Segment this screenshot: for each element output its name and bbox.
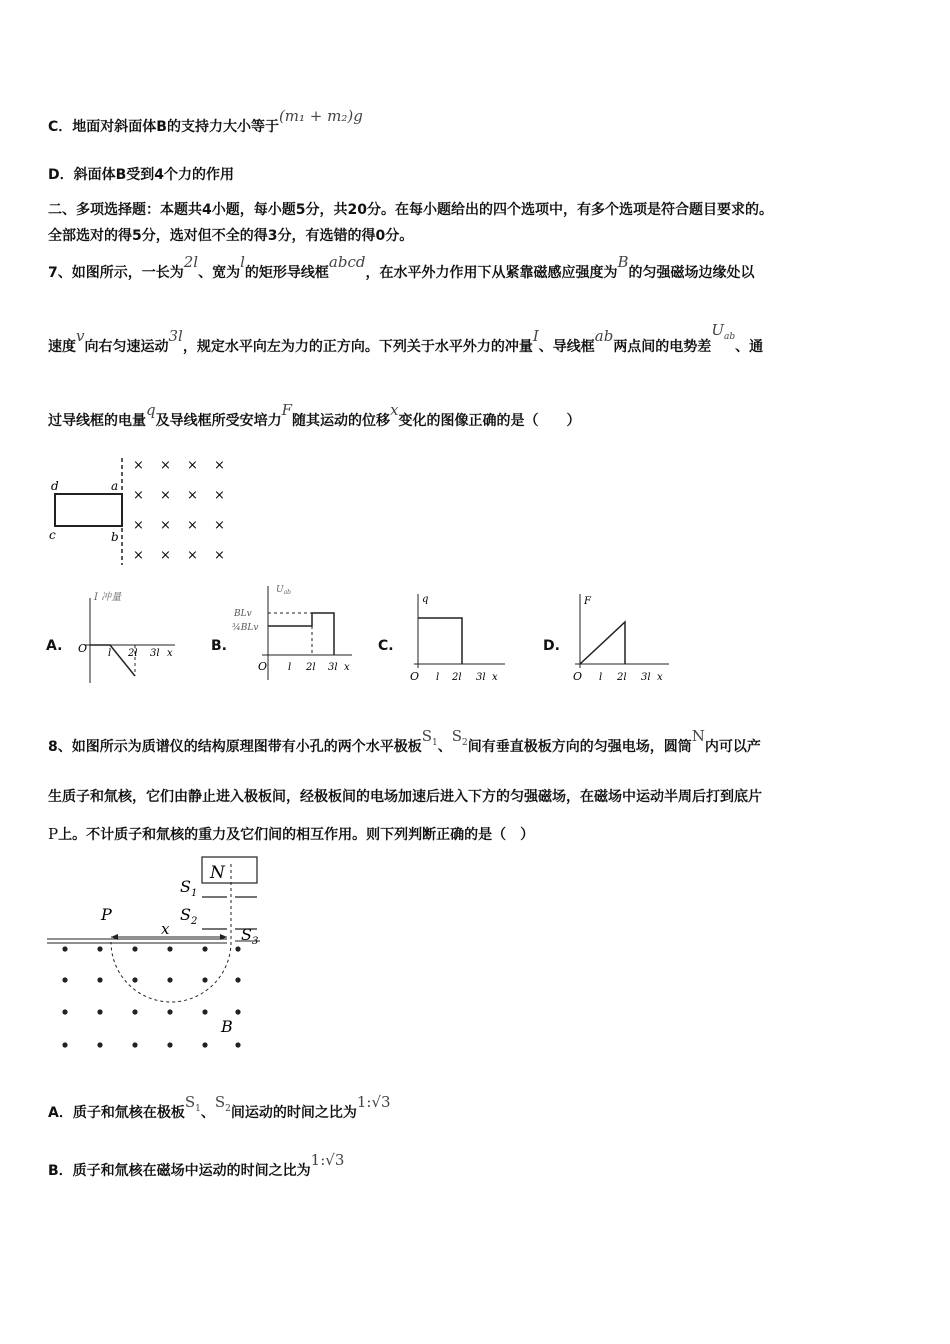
field-dot <box>132 1009 137 1014</box>
q7-text: 及导线框所受安培力 <box>155 413 282 429</box>
graph-c-origin: O <box>410 670 420 683</box>
q8-line3 <box>48 824 534 844</box>
q7-math: 2l <box>183 253 199 271</box>
field-x-mark: × <box>133 488 144 503</box>
q8-option-a-s2-sub: 2 <box>225 1104 231 1114</box>
graph-a-tick-l: l <box>108 648 112 659</box>
q7-text: 变化的图像正确的是（ ） <box>398 413 581 429</box>
label-s2 <box>180 905 197 927</box>
q7-math: 3l <box>168 327 183 345</box>
q7-text: 速度 <box>48 339 76 355</box>
graph-c-tick-3l: 3l <box>476 672 486 683</box>
graph-b-level2: ¾BLv <box>232 623 259 633</box>
q7-text: 、宽为 <box>198 265 241 281</box>
label-s1-sub: 1 <box>190 888 198 899</box>
graph-d-origin: O <box>573 670 583 683</box>
q7-text: ，规定水平向左为力的正方向。下列关于水平外力的冲量 <box>182 339 533 355</box>
q8-line1 <box>48 727 761 756</box>
q7-math: ab <box>594 327 614 345</box>
field-dot <box>97 977 102 982</box>
section-header-line2: 全部选对的得5分，选对但不全的得3分，有选错的得0分。 <box>48 228 414 244</box>
q8-text: 8、如图所示为质谱仪的结构原理图带有小孔的两个水平极板 <box>48 739 422 755</box>
corner-a: a <box>111 479 119 493</box>
field-x-mark: × <box>214 548 225 563</box>
option-d-text: D．斜面体B受到4个力的作用 <box>48 167 235 183</box>
field-dot <box>167 946 172 951</box>
q7-math: q <box>146 401 156 419</box>
field-dot <box>62 1009 67 1014</box>
label-x: x <box>161 920 170 938</box>
q8-option-a-text: A．质子和氚核在极板 <box>48 1105 185 1121</box>
field-x-mark: × <box>187 548 198 563</box>
graph-c-ylabel: q <box>422 594 429 605</box>
q7-text: 、通 <box>735 339 764 355</box>
graph-a-ylabel: I 冲量 <box>94 592 122 603</box>
label-s1 <box>180 877 197 899</box>
q8-option-a-s1-sub: 1 <box>195 1104 201 1114</box>
q7-text: 的匀强磁场边缘处以 <box>628 265 755 281</box>
graph-b-ylabel-sub: ab <box>283 589 292 596</box>
option-c <box>48 107 363 136</box>
q7-text: 过导线框的电量 <box>48 413 146 429</box>
field-dot <box>167 977 172 982</box>
label-p: P <box>101 905 112 924</box>
q8-s1 <box>421 727 438 748</box>
graph-b-tick-l: l <box>288 662 292 673</box>
field-x-mark: × <box>214 458 225 473</box>
graph-b-curve <box>268 613 334 655</box>
field-dot <box>202 1009 207 1014</box>
field-dot <box>97 1009 102 1014</box>
label-s3-main: S <box>241 925 252 944</box>
graph-c-tick-l: l <box>436 672 440 683</box>
field-x-mark: × <box>160 488 171 503</box>
q7-figure-frame <box>40 450 240 570</box>
graph-d-tick-3l: 3l <box>641 672 651 683</box>
q8-text: 上。不计质子和氚核的重力及它们间的相互作用。则下列判断正确的是（ ） <box>58 827 535 843</box>
q8-option-b <box>48 1151 345 1180</box>
label-s2-main: S <box>180 905 191 924</box>
field-dot <box>132 1042 137 1047</box>
field-dot <box>62 946 67 951</box>
field-x-mark: × <box>133 458 144 473</box>
q8-text: 、 <box>437 739 452 755</box>
q7-math: U <box>711 321 724 339</box>
field-dot <box>167 1042 172 1047</box>
q8-option-a <box>48 1093 391 1122</box>
field-dot <box>62 1042 67 1047</box>
corner-c: c <box>49 528 56 542</box>
label-b: B <box>221 1017 233 1036</box>
graph-c-label: C. <box>378 638 394 654</box>
q8-figure-mass-spectrometer <box>45 852 275 1057</box>
q8-s2-sub: 2 <box>462 738 468 748</box>
q8-text: 内可以产 <box>704 739 761 755</box>
graph-b-label: B. <box>211 638 227 654</box>
label-n: N <box>210 863 225 883</box>
q8-s1-main: S <box>421 727 433 745</box>
label-s3 <box>241 925 258 947</box>
q7-math-uab <box>711 321 736 342</box>
field-x-mark: × <box>214 518 225 533</box>
graph-a-tick-2l: 2l <box>128 648 138 659</box>
q7-math-sub: ab <box>723 332 736 342</box>
q8-option-b-ratio: 1:√3 <box>310 1151 345 1169</box>
q8-s2 <box>451 727 468 748</box>
q7-text: 7、如图所示，一长为 <box>48 265 184 281</box>
graph-d-curve <box>580 622 625 664</box>
q7-math: x <box>390 401 399 419</box>
graph-b-tick-2l: 2l <box>306 662 316 673</box>
q7-math: F <box>281 401 293 419</box>
q7-text: 向右匀速运动 <box>84 339 169 355</box>
field-dot <box>97 1042 102 1047</box>
option-c-formula: (m₁ + m₂)g <box>278 107 363 125</box>
q7-math: B <box>617 253 629 271</box>
graph-d <box>565 588 675 688</box>
option-c-text: C．地面对斜面体B的支持力大小等于 <box>48 119 279 135</box>
q7-line3 <box>48 401 581 430</box>
graph-a-xlabel: x <box>167 648 173 659</box>
graph-b-level1: BLv <box>234 609 252 619</box>
graph-d-label: D. <box>543 638 560 654</box>
section-header-line1: 二、多项选择题：本题共4小题，每小题5分，共20分。在每小题给出的四个选项中，有多个选项是符合题目要求的。 <box>48 202 773 218</box>
field-x-mark: × <box>160 518 171 533</box>
q8-text: 间有垂直极板方向的匀强电场，圆筒 <box>467 739 692 755</box>
label-s1-main: S <box>180 877 191 896</box>
field-x-mark: × <box>160 458 171 473</box>
q7-text: 的矩形导线框 <box>244 265 329 281</box>
q7-line1 <box>48 253 755 282</box>
graph-b-ylabel-main: U <box>276 585 284 595</box>
graph-a-origin: O <box>78 642 88 655</box>
field-x-mark: × <box>187 458 198 473</box>
graph-c <box>400 588 510 688</box>
q8-p: P <box>48 825 59 843</box>
field-x-mark: × <box>214 488 225 503</box>
q8-option-a-tail: 间运动的时间之比为 <box>230 1105 357 1121</box>
field-dot <box>202 977 207 982</box>
q8-option-b-text: B．质子和氚核在磁场中运动的时间之比为 <box>48 1163 311 1179</box>
wire-frame <box>55 494 122 526</box>
field-x-mark: × <box>187 488 198 503</box>
option-d <box>48 164 234 184</box>
field-x-mark: × <box>160 548 171 563</box>
graph-b-ylabel <box>276 585 291 596</box>
q8-s2-main: S <box>451 727 463 745</box>
corner-d: d <box>51 479 59 493</box>
q8-option-a-ratio: 1:√3 <box>356 1093 391 1111</box>
field-dot <box>202 1042 207 1047</box>
field-dot <box>235 946 240 951</box>
field-dot <box>235 1042 240 1047</box>
field-dot <box>132 977 137 982</box>
q8-option-a-sep: 、 <box>200 1105 215 1121</box>
field-x-mark: × <box>187 518 198 533</box>
graph-c-curve <box>418 618 462 664</box>
q7-text: 两点间的电势差 <box>613 339 712 355</box>
q8-option-a-s1 <box>184 1093 201 1114</box>
q7-math: l <box>240 253 245 271</box>
graph-a-tick-3l: 3l <box>150 648 160 659</box>
q7-math: v <box>76 327 85 345</box>
graph-b <box>232 580 357 685</box>
graph-d-tick-l: l <box>599 672 603 683</box>
label-s2-sub: 2 <box>190 916 198 927</box>
graph-d-ylabel: F <box>584 596 591 607</box>
q8-line2: 生质子和氚核，它们由静止进入极板间，经极板间的电场加速后进入下方的匀强磁场，在磁场中运动半周后打到底片 <box>48 789 762 805</box>
graph-d-xlabel: x <box>657 672 663 683</box>
q8-option-a-s2 <box>214 1093 231 1114</box>
field-x-mark: × <box>133 548 144 563</box>
graph-b-origin: O <box>258 660 268 673</box>
corner-b: b <box>111 530 119 544</box>
q7-text: 随其运动的位移 <box>292 413 391 429</box>
graph-a <box>70 588 190 688</box>
field-dot <box>235 977 240 982</box>
graph-d-tick-2l: 2l <box>617 672 627 683</box>
field-x-mark: × <box>133 518 144 533</box>
graph-b-xlabel: x <box>344 662 350 673</box>
field-dot <box>97 946 102 951</box>
field-dot <box>132 946 137 951</box>
field-dot <box>202 946 207 951</box>
label-s3-sub: 3 <box>251 936 259 947</box>
q7-math: I <box>532 327 539 345</box>
q7-math: abcd <box>328 253 366 271</box>
q8-n: N <box>691 727 705 745</box>
q8-option-a-s2-main: S <box>214 1093 226 1111</box>
field-dot <box>62 977 67 982</box>
q7-text: ，在水平外力作用下从紧靠磁感应强度为 <box>365 265 618 281</box>
field-dot <box>235 1009 240 1014</box>
field-dot <box>167 1009 172 1014</box>
q7-line2 <box>48 321 764 356</box>
graph-a-label: A. <box>46 638 63 654</box>
q7-text: 、导线框 <box>538 339 595 355</box>
q8-option-a-s1-main: S <box>184 1093 196 1111</box>
graph-c-tick-2l: 2l <box>452 672 462 683</box>
q8-s1-sub: 1 <box>432 738 438 748</box>
graph-c-xlabel: x <box>492 672 498 683</box>
graph-b-tick-3l: 3l <box>328 662 338 673</box>
